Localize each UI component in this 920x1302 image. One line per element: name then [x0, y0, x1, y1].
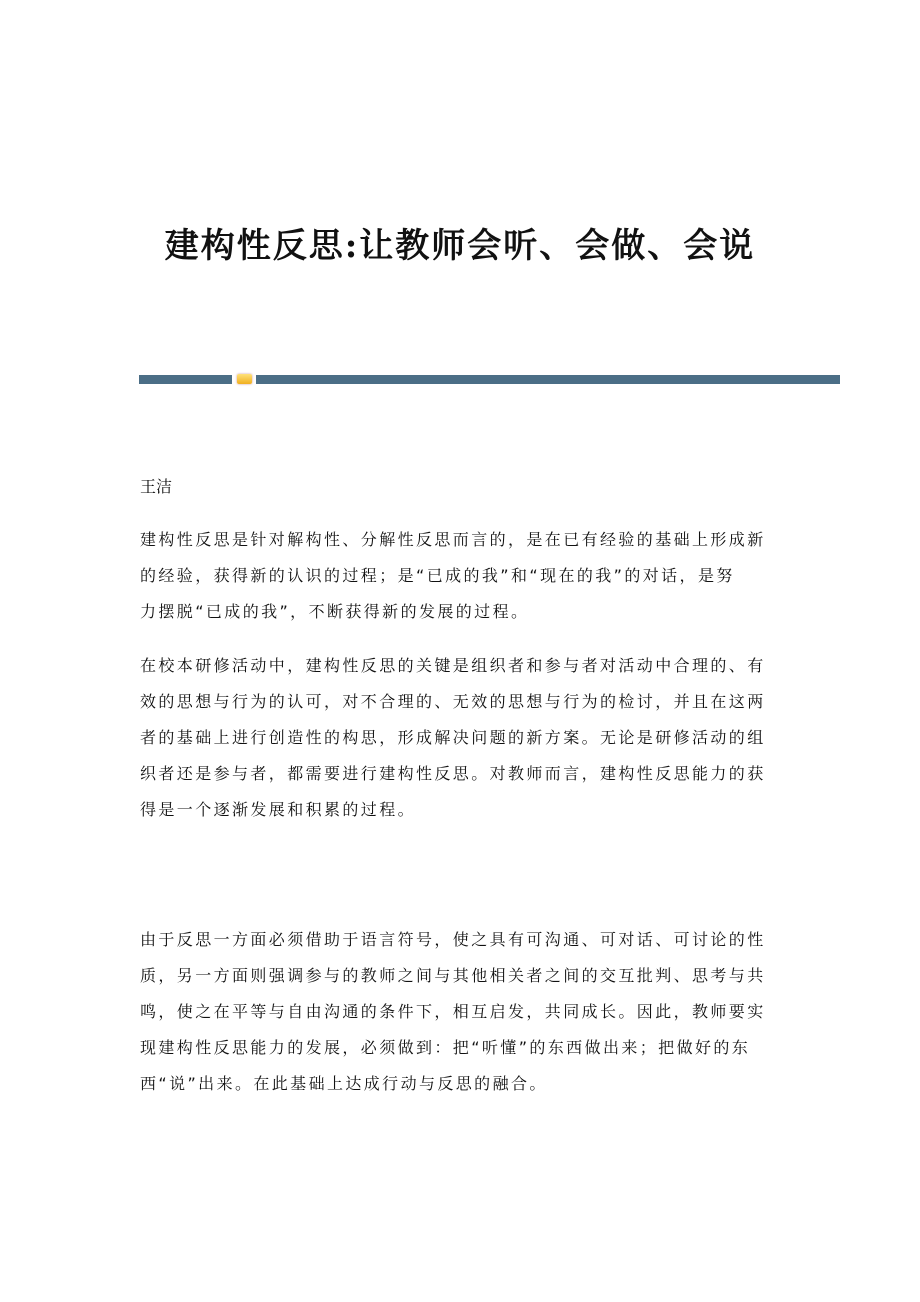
- text-line: 西“说”出来。在此基础上达成行动与反思的融合。: [140, 1074, 548, 1093]
- text-line: 建构性反思是针对解构性、分解性反思而言的，是在已有经验的基础上形成新: [140, 530, 766, 549]
- divider-ornament-icon: [237, 374, 252, 384]
- text-line: 得是一个逐渐发展和积累的过程。: [140, 800, 417, 819]
- text-line: 质，另一方面则强调参与的教师之间与其他相关者之间的交互批判、思考与共: [140, 966, 766, 985]
- text-line: 由于反思一方面必须借助于语言符号，使之具有可沟通、可对话、可讨论的性: [140, 930, 766, 949]
- document-title: 建构性反思:让教师会听、会做、会说: [164, 226, 756, 266]
- divider-left: [139, 375, 232, 384]
- paragraph-3: [140, 922, 766, 1102]
- text-line: 者的基础上进行创造性的构思，形成解决问题的新方案。无论是研修活动的组: [140, 728, 766, 747]
- text-line: 在校本研修活动中，建构性反思的关键是组织者和参与者对活动中合理的、有: [140, 656, 766, 675]
- text-line: 的经验，获得新的认识的过程；是“已成的我”和“现在的我”的对话，是努: [140, 566, 735, 585]
- paragraph-1: [140, 522, 766, 630]
- text-line: 力摆脱“已成的我”，不断获得新的发展的过程。: [140, 602, 530, 621]
- text-line: 鸣，使之在平等与自由沟通的条件下，相互启发，共同成长。因此，教师要实: [140, 1002, 766, 1021]
- text-line: 现建构性反思能力的发展，必须做到：把“听懂”的东西做出来；把做好的东: [140, 1038, 751, 1057]
- text-line: 织者还是参与者，都需要进行建构性反思。对教师而言，建构性反思能力的获: [140, 764, 766, 783]
- divider-right: [256, 375, 840, 384]
- text-line: 效的思想与行为的认可，对不合理的、无效的思想与行为的检讨，并且在这两: [140, 692, 766, 711]
- paragraph-2: [140, 648, 766, 828]
- author: 王洁: [140, 477, 173, 496]
